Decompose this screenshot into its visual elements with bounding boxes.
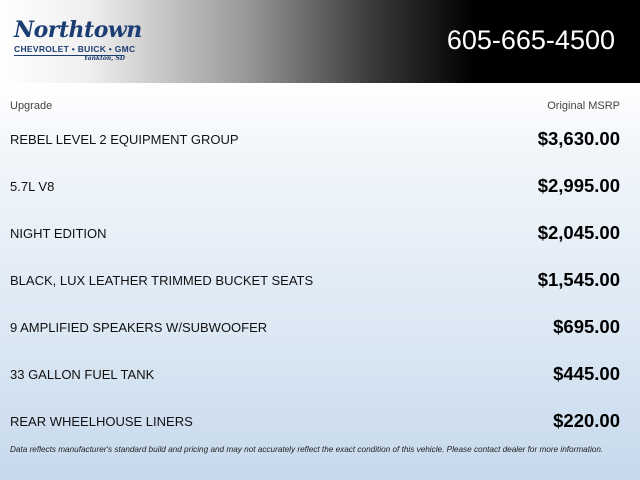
upgrade-column-header: Upgrade: [10, 100, 53, 112]
dealer-logo: [12, 17, 142, 64]
upgrade-row: [0, 209, 640, 256]
upgrade-price: $2,995.00: [537, 175, 620, 196]
msrp-column-header: Original MSRP: [547, 100, 620, 112]
phone-number[interactable]: 605-665-4500: [446, 25, 615, 55]
pricing-disclaimer: Data reflects manufacturer's standard build and pricing and may not accurately reflect the exact condition of this vehicle. Please contact dealer for more information.: [10, 445, 604, 454]
upgrade-name: REAR WHEELHOUSE LINERS: [10, 414, 193, 429]
logo-city: Yankton, SD: [83, 55, 125, 62]
upgrade-row: [0, 115, 640, 162]
logo-dealer-name: Northtown: [14, 17, 142, 43]
upgrade-price: $220.00: [553, 410, 620, 431]
upgrade-row: [0, 350, 640, 397]
upgrade-row: [0, 256, 640, 303]
upgrade-name: 33 GALLON FUEL TANK: [10, 367, 155, 382]
upgrade-name: BLACK, LUX LEATHER TRIMMED BUCKET SEATS: [10, 273, 314, 288]
upgrade-price: $2,045.00: [537, 222, 620, 243]
header-banner: [0, 0, 640, 83]
upgrade-name: 9 AMPLIFIED SPEAKERS W/SUBWOOFER: [10, 320, 268, 335]
upgrade-price: $3,630.00: [537, 128, 620, 149]
upgrade-row: [0, 397, 640, 444]
upgrade-name: 5.7L V8: [10, 179, 55, 194]
upgrade-price: $1,545.00: [537, 269, 620, 290]
upgrade-price: $445.00: [553, 363, 620, 384]
logo-brands: CHEVROLET • BUICK • GMC: [14, 44, 136, 54]
upgrade-list: [0, 115, 640, 444]
upgrade-name: REBEL LEVEL 2 EQUIPMENT GROUP: [10, 132, 239, 147]
upgrade-price: $695.00: [553, 316, 620, 337]
upgrade-row: [0, 303, 640, 350]
upgrade-row: [0, 162, 640, 209]
upgrade-name: NIGHT EDITION: [10, 226, 107, 241]
